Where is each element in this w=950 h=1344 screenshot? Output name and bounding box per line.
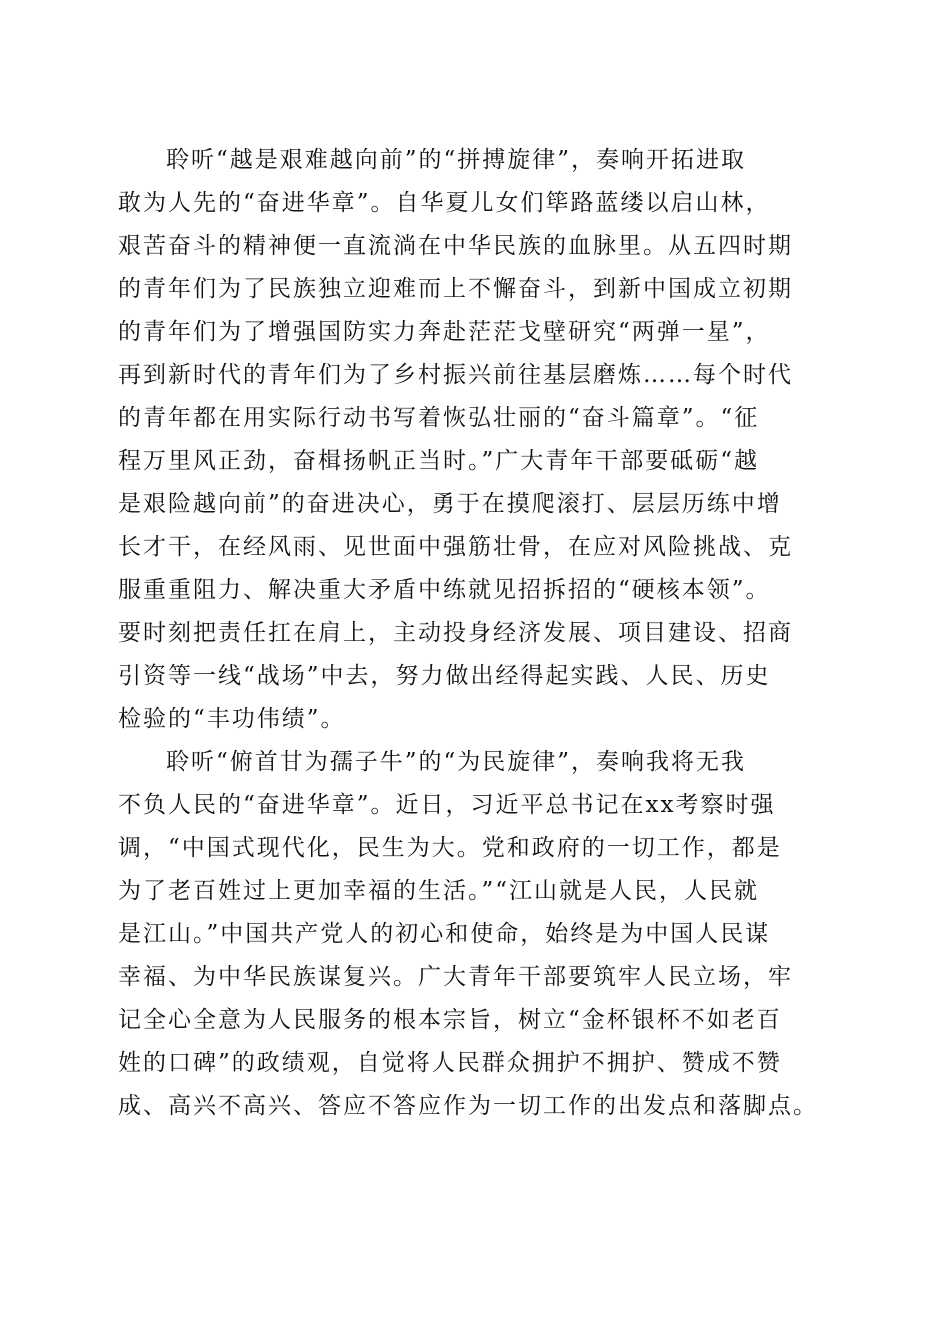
- paragraph-line: 幸福、为中华民族谋复兴。广大青年干部要筑牢人民立场，牢: [118, 964, 793, 990]
- paragraph-line: 要时刻把责任扛在肩上，主动投身经济发展、项目建设、招商: [118, 620, 793, 646]
- paragraph-line: 调，“中国式现代化，民生为大。党和政府的一切工作，都是: [118, 835, 782, 861]
- paragraph-line: 的青年们为了民族独立迎难而上不懈奋斗，到新中国成立初期: [118, 276, 793, 302]
- paragraph-line: 引资等一线“战场”中去，努力做出经得起实践、人民、历史: [118, 663, 771, 689]
- paragraph-line: 是艰险越向前”的奋进决心，勇于在摸爬滚打、层层历练中增: [118, 491, 782, 517]
- paragraph-line: 姓的口碑”的政绩观，自觉将人民群众拥护不拥护、赞成不赞: [118, 1050, 782, 1076]
- paragraph-line: 敢为人先的“奋进华章”。自华夏儿女们筚路蓝缕以启山林，: [118, 190, 771, 216]
- paragraph-line: 为了老百姓过上更加幸福的生活。”“江山就是人民，人民就: [118, 878, 760, 904]
- paragraph-line: 服重重阻力、解决重大矛盾中练就见招拆招的“硬核本领”。: [118, 577, 771, 603]
- paragraph-line: 聆听“越是艰难越向前”的“拼搏旋律”，奏响开拓进取: [166, 147, 747, 173]
- paragraph-line: 长才干，在经风雨、见世面中强筋壮骨，在应对风险挑战、克: [118, 534, 793, 560]
- paragraph-line: 再到新时代的青年们为了乡村振兴前往基层磨炼……每个时代: [118, 362, 793, 388]
- paragraph-line: 程万里风正劲，奋楫扬帆正当时。”广大青年干部要砥砺“越: [118, 448, 760, 474]
- paragraph-line: 的青年们为了增强国防实力奔赴茫茫戈壁研究“两弹一星”，: [118, 319, 771, 345]
- paragraph-line: 艰苦奋斗的精神便一直流淌在中华民族的血脉里。从五四时期: [118, 233, 793, 259]
- paragraph-line: 成、高兴不高兴、答应不答应作为一切工作的出发点和落脚点。: [118, 1093, 818, 1119]
- paragraph-line: 检验的“丰功伟绩”。: [118, 706, 346, 732]
- paragraph-line: 是江山。”中国共产党人的初心和使命，始终是为中国人民谋: [118, 921, 771, 947]
- paragraph-line: 记全心全意为人民服务的根本宗旨，树立“金杯银杯不如老百: [118, 1007, 782, 1033]
- paragraph-line: 的青年都在用实际行动书写着恢弘壮丽的“奋斗篇章”。“征: [118, 405, 760, 431]
- paragraph-line: 聆听“俯首甘为孺子牛”的“为民旋律”，奏响我将无我: [166, 749, 747, 775]
- paragraph-line: 不负人民的“奋进华章”。近日，习近平总书记在xx考察时强: [118, 792, 776, 818]
